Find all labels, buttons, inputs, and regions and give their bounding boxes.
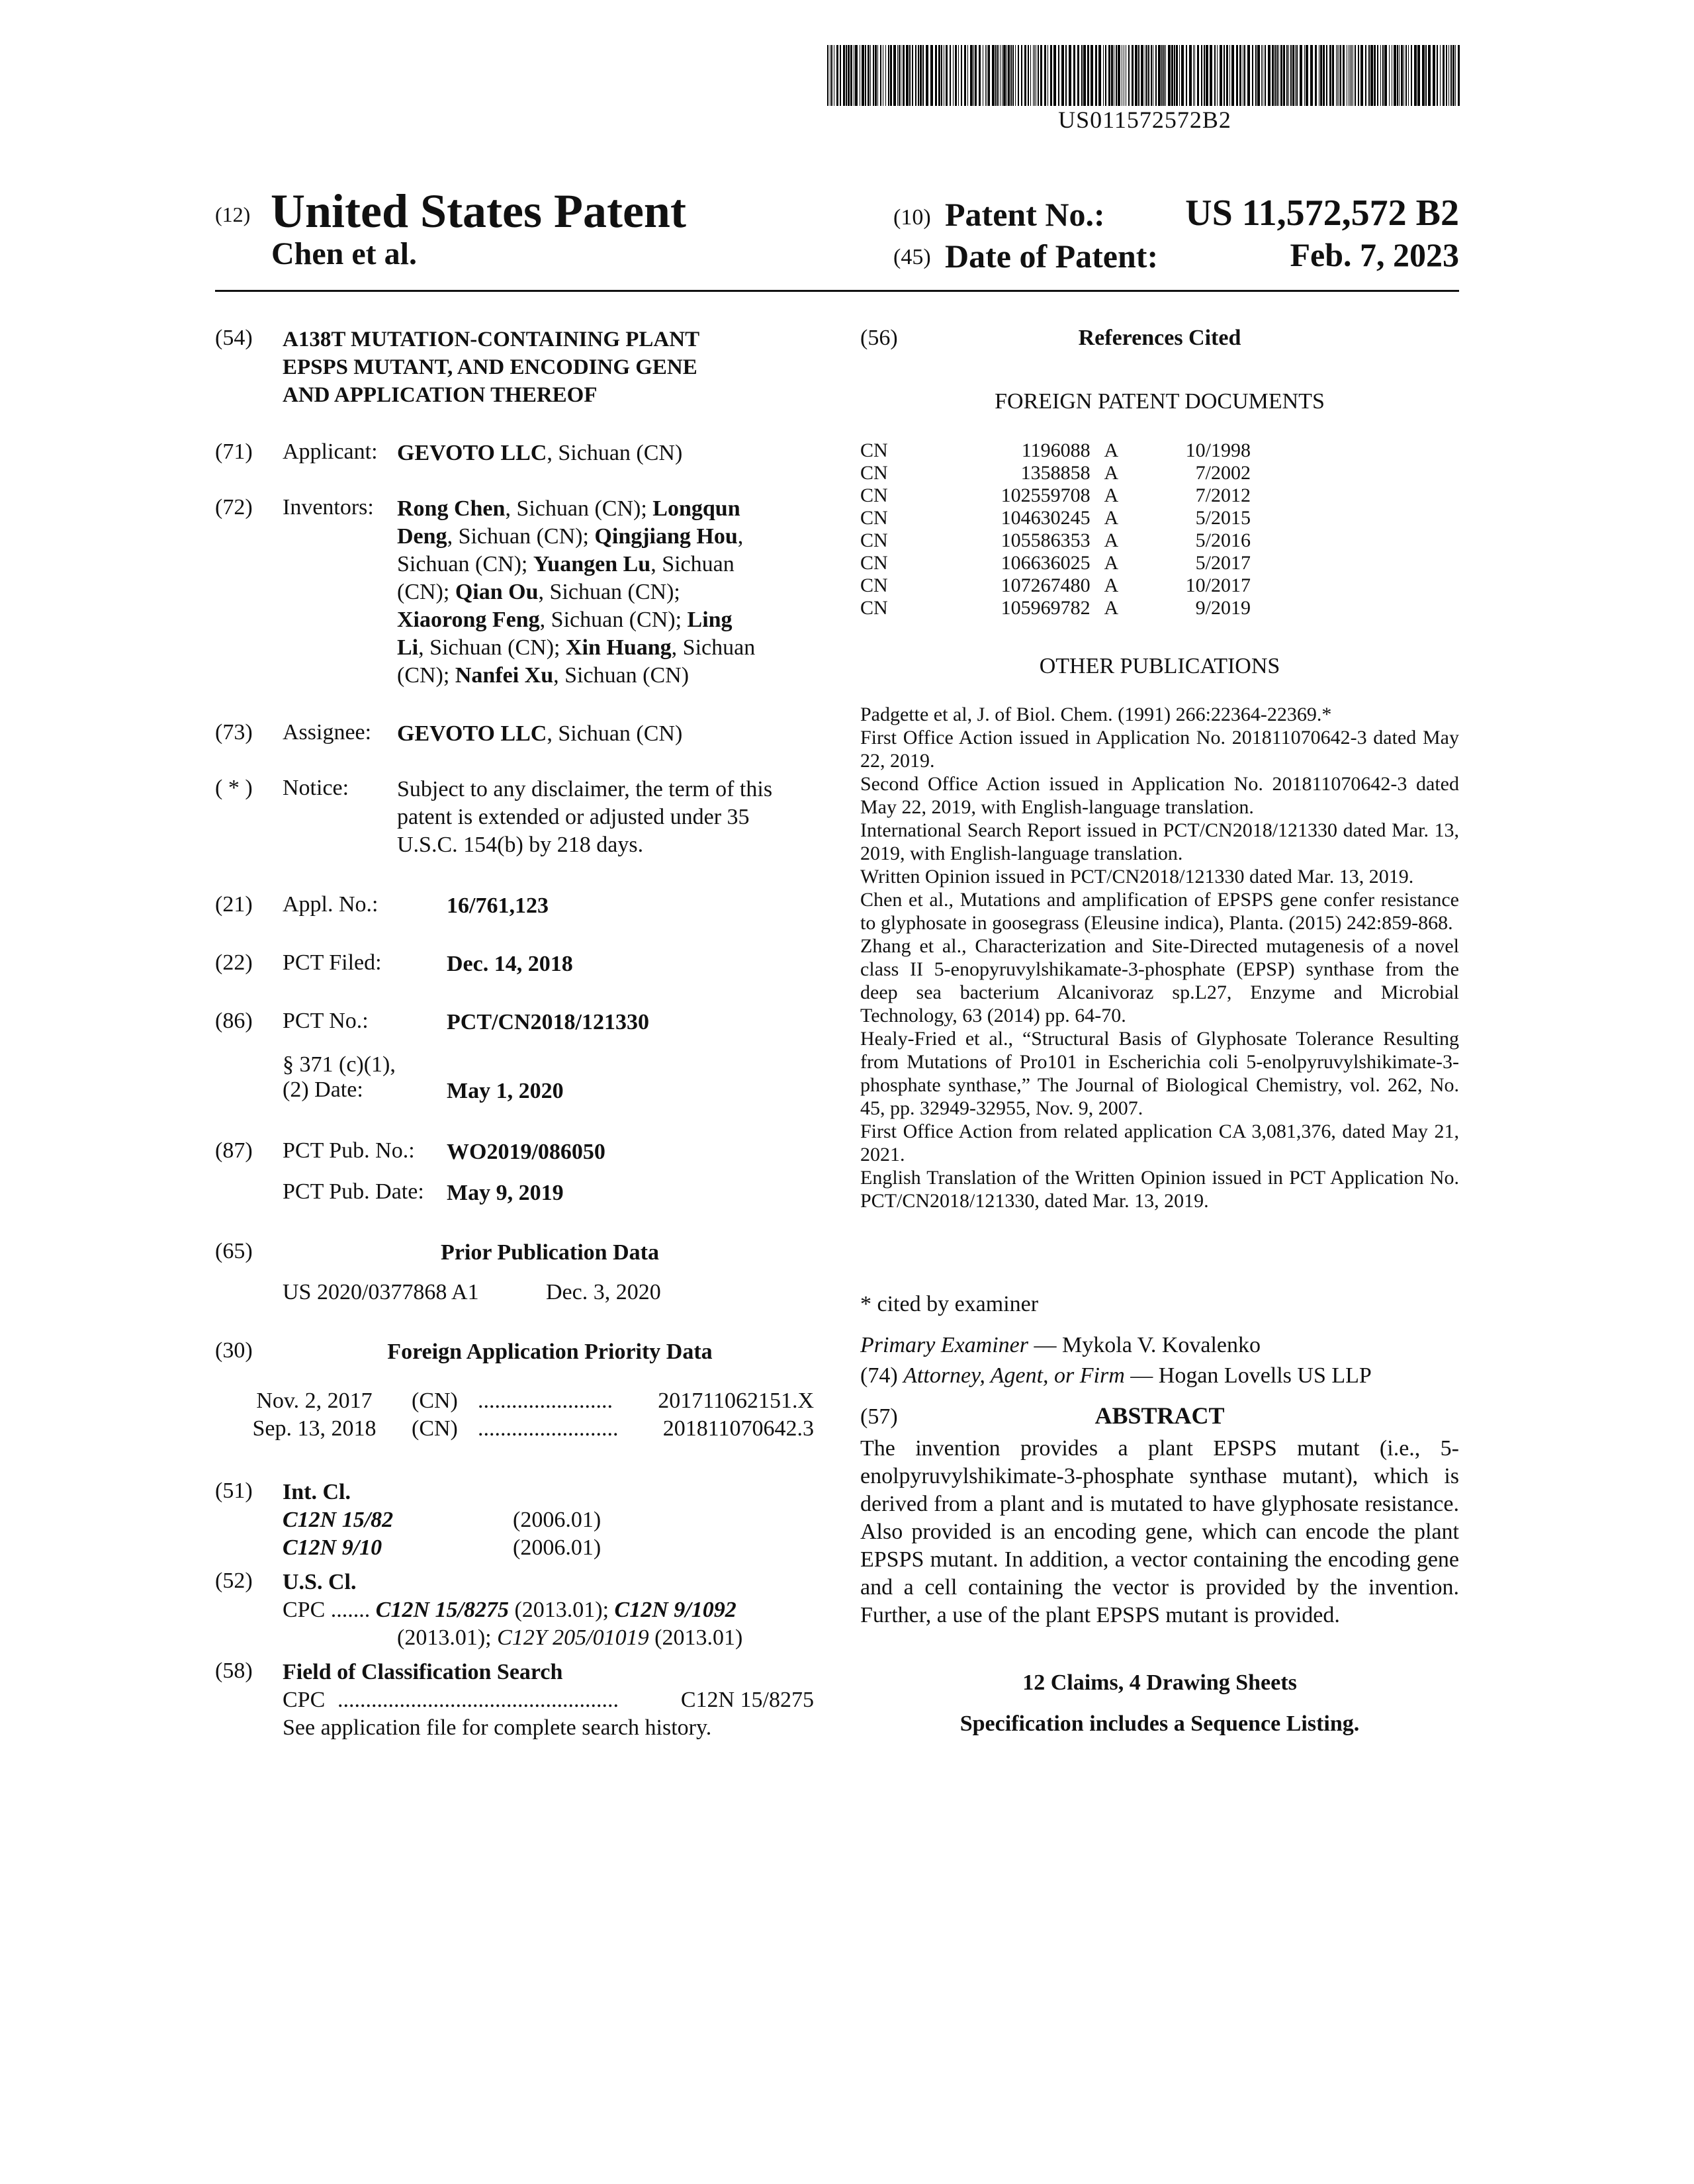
doc-kind: A [1104, 462, 1119, 484]
doc-date: 5/2015 [1195, 507, 1251, 529]
doc-date: 5/2016 [1195, 529, 1251, 551]
doc-number: 1358858 [1020, 462, 1091, 484]
barcode [827, 45, 1462, 106]
field-search-dots: .................................................. [337, 1688, 619, 1712]
publication-entry: Zhang et al., Characterization and Site-Directed mutagenesis of a novel class II 5-enopyruvylshikamate-3-phosphate (EPSP) synthase from the deep sea bacterium Alcanivoraz sp.L27, Enzyme and Microbial Technology, 63 (2014) pp. 64-70. [860, 935, 1459, 1026]
references-heading: References Cited [1078, 326, 1241, 350]
priority-number: 201811070642.3 [662, 1416, 814, 1441]
inventors-list [397, 495, 755, 690]
inventor-line: Xiaorong Feng, Sichuan (CN); Ling [397, 608, 733, 632]
publications-list [860, 703, 1459, 1212]
primary-examiner: Primary Examiner — Mykola V. Kovalenko [860, 1333, 1261, 1357]
int-cl-year: (2006.01) [513, 1508, 602, 1532]
prior-pub-number: US 2020/0377868 A1 [283, 1280, 479, 1304]
int-cl-class: C12N 15/82 [283, 1508, 394, 1532]
doc-date: 7/2012 [1195, 484, 1251, 506]
inventors-label: Inventors: [283, 495, 374, 520]
doc-kind: A [1104, 529, 1119, 551]
publication-entry: Healy-Fried et al., “Structural Basis of Glyphosate Tolerance Resulting from Mutations of Pro101 in Escherichia coli 5-enolpyruvylshikimate-3-phosphate synthase,” The Journal of Biological Chemistry, vol. 262, No. 45, pp. 32949-32955, Nov. 9, 2007. [860, 1028, 1459, 1119]
assignee-code: (73) [215, 720, 253, 745]
code-12: (12) [215, 203, 251, 226]
doc-kind: A [1104, 552, 1119, 574]
doc-kind: A [1104, 484, 1119, 506]
field-search-heading: Field of Classification Search [283, 1660, 563, 1684]
date-of-patent-label: Date of Patent: [945, 238, 1159, 275]
foreign-docs-heading: FOREIGN PATENT DOCUMENTS [995, 389, 1325, 414]
us-cl-code: (52) [215, 1569, 253, 1593]
pct-pub-no-label: PCT Pub. No.: [283, 1138, 415, 1163]
publication-entry: Chen et al., Mutations and amplification of EPSPS gene confer resistance to glyphosate in goosegrass (Eleusine indica), Planta. (2015) 242:859-868. [860, 889, 1459, 934]
publication-entry: Padgette et al, J. of Biol. Chem. (1991) 266:22364-22369.* [860, 704, 1332, 725]
assignee: GEVOTO LLC, Sichuan (CN) [397, 721, 683, 746]
foreign-doc-row [860, 484, 1251, 507]
doc-country: CN [860, 597, 888, 619]
publication-entry: English Translation of the Written Opinion issued in PCT Application No. PCT/CN2018/121330, dated Mar. 13, 2019. [860, 1167, 1459, 1212]
doc-country: CN [860, 439, 888, 461]
int-cl-heading: Int. Cl. [283, 1480, 351, 1504]
foreign-doc-row [860, 574, 1251, 597]
appl-no-label: Appl. No.: [283, 892, 379, 917]
code-10: (10) [893, 205, 931, 230]
patent-number: US 11,572,572 B2 [1185, 193, 1459, 234]
cited-note: * cited by examiner [860, 1292, 1039, 1316]
doc-number: 1196088 [1021, 439, 1091, 461]
us-cl-heading: U.S. Cl. [283, 1570, 357, 1594]
priority-dots: ......................... [478, 1416, 619, 1441]
doc-country: CN [860, 484, 888, 506]
doc-date: 9/2019 [1195, 597, 1251, 619]
pct-filed-code: (22) [215, 950, 253, 975]
doc-kind: A [1104, 574, 1119, 596]
code-45: (45) [893, 245, 931, 269]
s371-label: § 371 (c)(1), [283, 1052, 396, 1077]
inventor-line: Rong Chen, Sichuan (CN); Longqun [397, 496, 740, 521]
attorney: (74) Attorney, Agent, or Firm — Hogan Lovells US LLP [860, 1363, 1372, 1388]
foreign-doc-row [860, 507, 1251, 529]
pct-filed: Dec. 14, 2018 [447, 952, 573, 976]
pct-pub-no-code: (87) [215, 1138, 253, 1163]
publication-entry: Second Office Action issued in Application No. 201811070642-3 dated May 22, 2019, with English-language translation. [860, 773, 1459, 818]
s371-date-label: (2) Date: [283, 1077, 363, 1102]
doc-date: 7/2002 [1195, 462, 1251, 484]
document-type: United States Patent [271, 185, 686, 238]
pct-no-code: (86) [215, 1009, 253, 1033]
doc-number: 107267480 [1001, 574, 1091, 596]
doc-kind: A [1104, 597, 1119, 619]
foreign-doc-row [860, 439, 1251, 462]
priority-number: 201711062151.X [658, 1388, 814, 1413]
field-search-cpc-label: CPC [283, 1688, 326, 1712]
doc-country: CN [860, 552, 888, 574]
doc-number: 106636025 [1001, 552, 1091, 574]
assignee-label: Assignee: [283, 720, 372, 745]
inventor-line: Sichuan (CN); Yuangen Lu, Sichuan [397, 552, 735, 576]
notice-text: Subject to any disclaimer, the term of this patent is extended or adjusted under 35 U.S.C. 154(b) by 218 days. [397, 777, 773, 857]
barcode-number: US011572572B2 [1058, 107, 1231, 133]
publication-entry: Written Opinion issued in PCT/CN2018/121330 dated Mar. 13, 2019. [860, 866, 1414, 887]
inventor-line: (CN); Qian Ou, Sichuan (CN); [397, 580, 680, 604]
foreign-doc-row [860, 597, 1251, 619]
inventors-code: (72) [215, 495, 253, 520]
inventor-line: (CN); Nanfei Xu, Sichuan (CN) [397, 663, 690, 688]
doc-number: 105586353 [1001, 529, 1091, 551]
inventor-line: Li, Sichuan (CN); Xin Huang, Sichuan [397, 635, 756, 660]
doc-country: CN [860, 507, 888, 529]
doc-number: 104630245 [1001, 507, 1091, 529]
publication-entry: First Office Action issued in Application No. 201811070642-3 dated May 22, 2019. [860, 727, 1459, 772]
applicant-code: (71) [215, 439, 253, 464]
inventor-line: Deng, Sichuan (CN); Qingjiang Hou, [397, 524, 744, 549]
pct-no: PCT/CN2018/121330 [447, 1010, 649, 1034]
field-search-cpc: C12N 15/8275 [680, 1688, 814, 1712]
patent-no-label: Patent No.: [945, 196, 1105, 233]
int-cl-year: (2006.01) [513, 1535, 602, 1560]
pct-pub-no: WO2019/086050 [447, 1140, 605, 1164]
prior-pub-heading: Prior Publication Data [441, 1240, 659, 1265]
pct-pub-date: May 9, 2019 [447, 1181, 564, 1205]
foreign-doc-row [860, 529, 1251, 552]
foreign-doc-row [860, 552, 1251, 574]
notice-label: Notice: [283, 776, 349, 800]
doc-country: CN [860, 529, 888, 551]
abstract-heading: ABSTRACT [1094, 1402, 1225, 1429]
doc-country: CN [860, 574, 888, 596]
priority-country: (CN) [412, 1416, 458, 1441]
field-search-code: (58) [215, 1659, 253, 1683]
pct-filed-label: PCT Filed: [283, 950, 382, 975]
doc-kind: A [1104, 507, 1119, 529]
priority-dots: ........................ [478, 1388, 613, 1413]
prior-pub-date: Dec. 3, 2020 [546, 1280, 661, 1304]
doc-date: 10/2017 [1185, 574, 1251, 596]
abstract-text: The invention provides a plant EPSPS mutant (i.e., 5-enolpyruvylshikimate-3-phosphate synthase mutant), which is derived from a plant and is mutated to have glyphosate resistance. Also provided is an encoding gene, which can encode the plant EPSPS mutant. In addition, a vector containing the encoding gene and a cell containing the vector is provided by the invention. Further, a use of the plant EPSPS mutant is provided. [860, 1436, 1459, 1627]
priority-date: Sep. 13, 2018 [252, 1416, 377, 1441]
publication-entry: First Office Action from related application CA 3,081,376, dated May 21, 2021. [860, 1120, 1459, 1165]
us-cl-line: (2013.01); C12Y 205/01019 (2013.01) [397, 1625, 743, 1650]
pct-no-label: PCT No.: [283, 1009, 369, 1033]
int-cl-code: (51) [215, 1479, 253, 1503]
foreign-doc-row [860, 462, 1251, 484]
doc-date: 10/1998 [1185, 439, 1251, 461]
doc-number: 105969782 [1001, 597, 1091, 619]
us-cl-line: CPC ....... C12N 15/8275 (2013.01); C12N 9/1092 [283, 1598, 736, 1622]
abstract-code: (57) [860, 1404, 898, 1429]
references-code: (56) [860, 326, 898, 350]
doc-number: 102559708 [1001, 484, 1091, 506]
notice-code: ( * ) [215, 776, 253, 800]
foreign-priority-code: (30) [215, 1338, 253, 1363]
priority-date: Nov. 2, 2017 [256, 1388, 373, 1413]
publication-entry: International Search Report issued in PCT/CN2018/121330 dated Mar. 13, 2019, with English-language translation. [860, 819, 1459, 864]
date-of-patent: Feb. 7, 2023 [1290, 236, 1459, 273]
applicant: GEVOTO LLC, Sichuan (CN) [397, 441, 683, 465]
header-rule [215, 290, 1459, 292]
doc-date: 5/2017 [1195, 552, 1251, 574]
prior-pub-code: (65) [215, 1239, 253, 1263]
invention-title: A138T MUTATION-CONTAINING PLANT EPSPS MUTANT, AND ENCODING GENE AND APPLICATION THEREOF [283, 328, 700, 407]
appl-no-code: (21) [215, 892, 253, 917]
foreign-docs-table [860, 439, 1251, 619]
other-publications-heading: OTHER PUBLICATIONS [1039, 654, 1280, 678]
claims-count: 12 Claims, 4 Drawing Sheets [1022, 1670, 1297, 1695]
priority-country: (CN) [412, 1388, 458, 1413]
title-code: (54) [215, 326, 253, 350]
doc-country: CN [860, 462, 888, 484]
doc-kind: A [1104, 439, 1119, 461]
int-cl-class: C12N 9/10 [283, 1535, 382, 1560]
sequence-note: Specification includes a Sequence Listing. [959, 1711, 1360, 1736]
field-search-note: See application file for complete search history. [283, 1715, 712, 1740]
s371-date: May 1, 2020 [447, 1079, 564, 1103]
foreign-priority-heading: Foreign Application Priority Data [387, 1340, 713, 1364]
applicant-label: Applicant: [283, 439, 378, 464]
authors: Chen et al. [271, 236, 417, 271]
pct-pub-date-label: PCT Pub. Date: [283, 1179, 424, 1204]
appl-no: 16/761,123 [447, 893, 549, 918]
